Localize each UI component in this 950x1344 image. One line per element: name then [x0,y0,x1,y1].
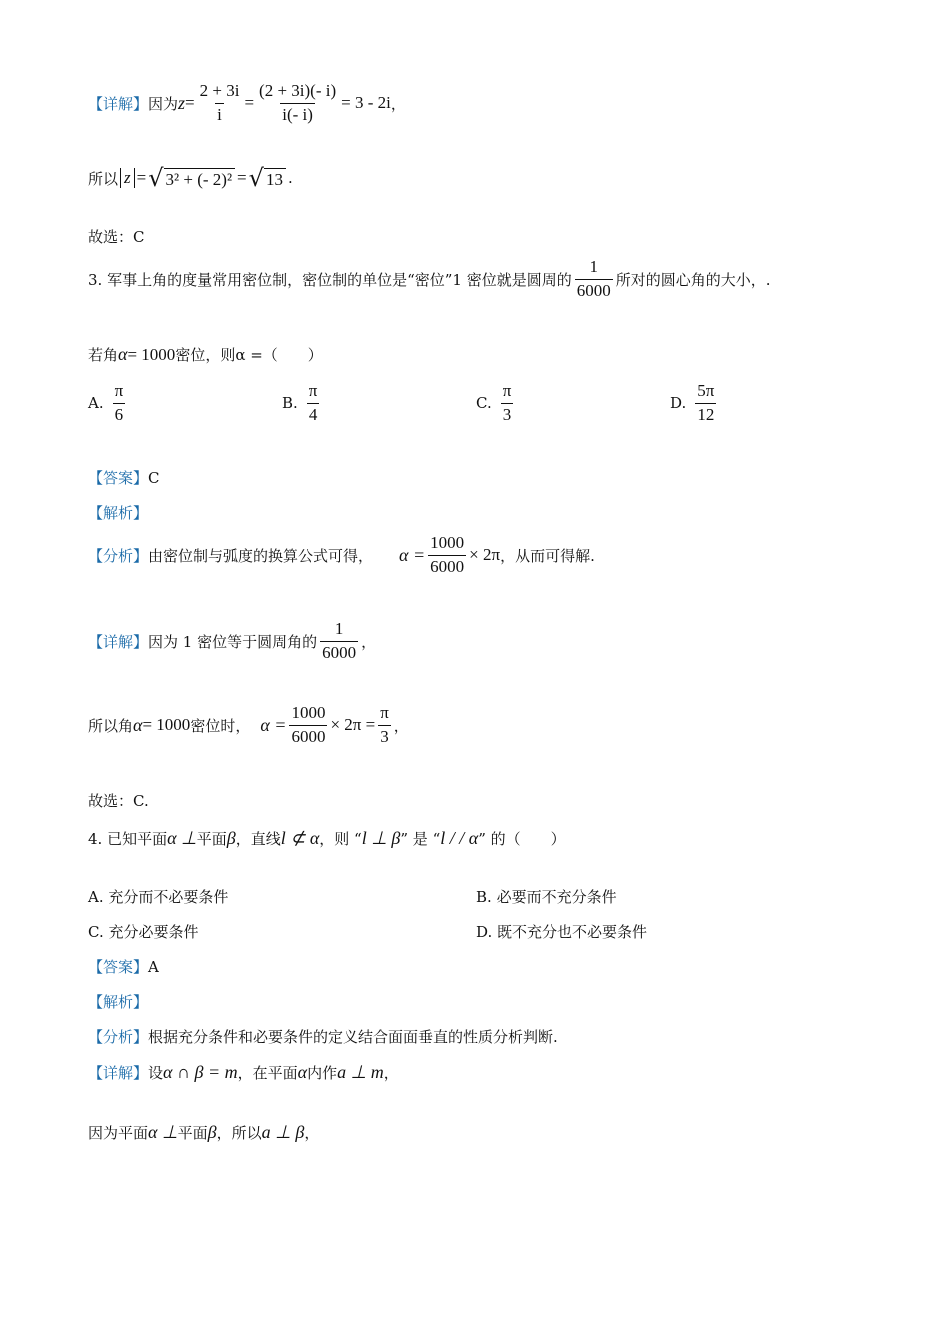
detail-tag: 【详解】 [88,1064,149,1082]
text: ，直线 [235,830,281,848]
numerator: 5π [697,381,715,400]
math-alpha: α [297,1062,308,1082]
math-times: × 2π = [330,715,376,735]
text: 若角 [88,346,119,364]
text: ，则 “ [319,830,362,848]
q4-stem [88,828,566,849]
math-expr: α ⊥ [148,1122,178,1142]
math-eq: = [185,93,195,113]
punct: ， [393,716,409,735]
fraction [320,620,358,662]
q4-option-a [88,886,228,907]
q4-because-line [88,1122,319,1143]
text: 因为 [148,94,179,113]
text: 根据充分条件和必要条件的定义结合面面垂直的性质分析判断. [148,1028,558,1046]
math-value: = 1000 [127,344,176,364]
fraction [307,382,320,424]
math-expr: l ⊄ α [280,828,320,848]
q3-option-b [282,382,322,424]
fraction [428,534,466,576]
denominator: 3 [502,404,512,424]
text: 密位，则 [175,346,236,364]
option-label: A. [88,887,104,906]
math-expr: l ⊥ β [361,828,401,848]
q3-so-line [88,704,409,746]
denominator: 6000 [322,642,357,662]
sqrt-result [249,166,286,190]
numerator: 1 [334,619,344,638]
punct: ， [361,632,377,651]
q4-answer [88,956,159,977]
option-label: C. [476,394,492,413]
math-alpha: α [133,714,143,735]
q3-option-d [670,382,719,424]
math-eq: = [237,168,247,187]
q3-option-c [476,382,516,424]
analysis-tag: 【解析】 [88,993,149,1011]
choose-line-2: 故选：C. [88,792,149,810]
q4-analysis-header [88,991,148,1012]
q3-detail [88,620,376,662]
math-beta: β [226,828,236,848]
q3-stem [88,258,771,300]
punct: ， [383,1064,399,1082]
punct: ， [304,1124,320,1142]
q4-detail [88,1062,399,1083]
q4-analyze [88,1026,558,1047]
detail-tag: 【详解】 [88,632,149,651]
q3-stem-line-2 [88,344,323,365]
denominator: 6000 [430,556,465,576]
numerator: 1000 [291,703,326,722]
denominator: 6000 [576,280,611,300]
denominator: i(- i) [282,104,313,124]
fraction [575,258,613,300]
math-times: × 2π [469,545,501,565]
text: α =（ ） [235,346,323,364]
q3-stem-text-1: 3. 军事上角的度量常用密位制，密位制的单位是“密位”1 密位就是圆周的 [88,270,572,289]
answer-tag: 【答案】 [88,469,149,487]
option-label: B. [476,887,492,906]
fraction [501,382,514,424]
math-eq: = [244,93,255,113]
q3-analyze [88,534,595,576]
denominator: 6 [114,404,124,424]
fraction [695,382,716,424]
text: 平面 [196,830,227,848]
numerator: π [308,381,318,400]
text: 所以角 [88,716,134,735]
option-label: A. [88,394,104,413]
text: ，在平面 [237,1064,298,1082]
denominator: 12 [697,404,715,424]
q4-option-b [476,886,617,907]
fraction [378,704,391,746]
math-expr: a ⊥ β [261,1122,305,1142]
math-expr: α ∩ β = m [163,1062,238,1082]
answer-value: A [148,957,159,976]
analysis-tag: 【解析】 [88,504,149,522]
text: 因为平面 [88,1124,149,1142]
text: ” 的（ ） [478,830,566,848]
text: ” 是 “ [400,830,441,848]
text: 内作 [307,1064,338,1082]
radical-sign: √ [148,164,164,192]
text: 密位时， [190,716,251,735]
math-value: = 1000 [142,715,191,735]
math-alpha-eq: α = [399,544,426,565]
option-label: D. [476,922,493,941]
text: 由密位制与弧度的换算公式可得， [148,546,374,565]
radicand: 3² + (- 2)² [164,168,236,190]
abs-z: z [120,168,135,188]
text: 平面 [177,1124,208,1142]
text: 设 [148,1064,164,1082]
math-result: = 3 - 2i [341,93,391,113]
modulus-line [88,166,293,190]
math-alpha-eq: α = [260,714,287,735]
analyze-tag: 【分析】 [88,546,149,565]
sqrt-expr [148,166,235,190]
numerator: π [380,703,389,722]
detail-tag: 【详解】 [88,94,149,113]
fraction [113,382,126,424]
math-beta: β [207,1122,217,1142]
option-label: C. [88,922,104,941]
math-z: z [178,92,186,113]
denominator: 6000 [291,726,326,746]
detail-line-z [88,82,406,124]
denominator: 3 [380,726,389,746]
option-text: 必要而不充分条件 [496,888,617,906]
punct: . [287,169,293,187]
math-alpha: α [118,344,128,364]
math-expr: α ⊥ [167,828,197,848]
fraction [289,704,327,746]
fraction [257,82,338,124]
text: 4. 已知平面 [88,830,168,848]
option-text: 充分而不必要条件 [108,888,229,906]
option-label: D. [670,394,687,413]
answer-value: C [148,468,160,487]
math-eq: = [136,168,147,187]
choose-line-1: 故选：C [88,228,145,246]
numerator: 2 + 3i [199,81,240,100]
q3-option-a [88,382,128,424]
q4-option-d [476,921,647,942]
answer-tag: 【答案】 [88,958,149,976]
q3-stem-text-2: 所对的圆心角的大小，. [615,270,771,289]
analyze-tag: 【分析】 [88,1028,149,1046]
numerator: 1000 [430,533,465,552]
radical-sign: √ [248,164,264,192]
q3-analysis-header [88,502,148,523]
punct: ， [390,94,406,113]
denominator: i [217,104,222,124]
fraction [198,82,242,124]
denominator: 4 [308,404,318,424]
math-expr: a ⊥ m [337,1062,384,1082]
option-label: B. [282,394,298,413]
text: ，从而可得解. [500,546,595,565]
numerator: π [114,381,124,400]
text: 因为 1 密位等于圆周角的 [148,632,318,651]
option-text: 既不充分也不必要条件 [497,923,648,941]
math-expr: l / / α [440,828,479,848]
numerator: (2 + 3i)(- i) [259,81,337,100]
radicand: 13 [264,168,286,190]
option-text: 充分必要条件 [108,923,199,941]
text: 所以 [88,169,119,188]
text: ，所以 [216,1124,262,1142]
numerator: 1 [589,257,598,276]
numerator: π [502,381,512,400]
q3-answer [88,467,160,488]
q4-option-c [88,921,199,942]
